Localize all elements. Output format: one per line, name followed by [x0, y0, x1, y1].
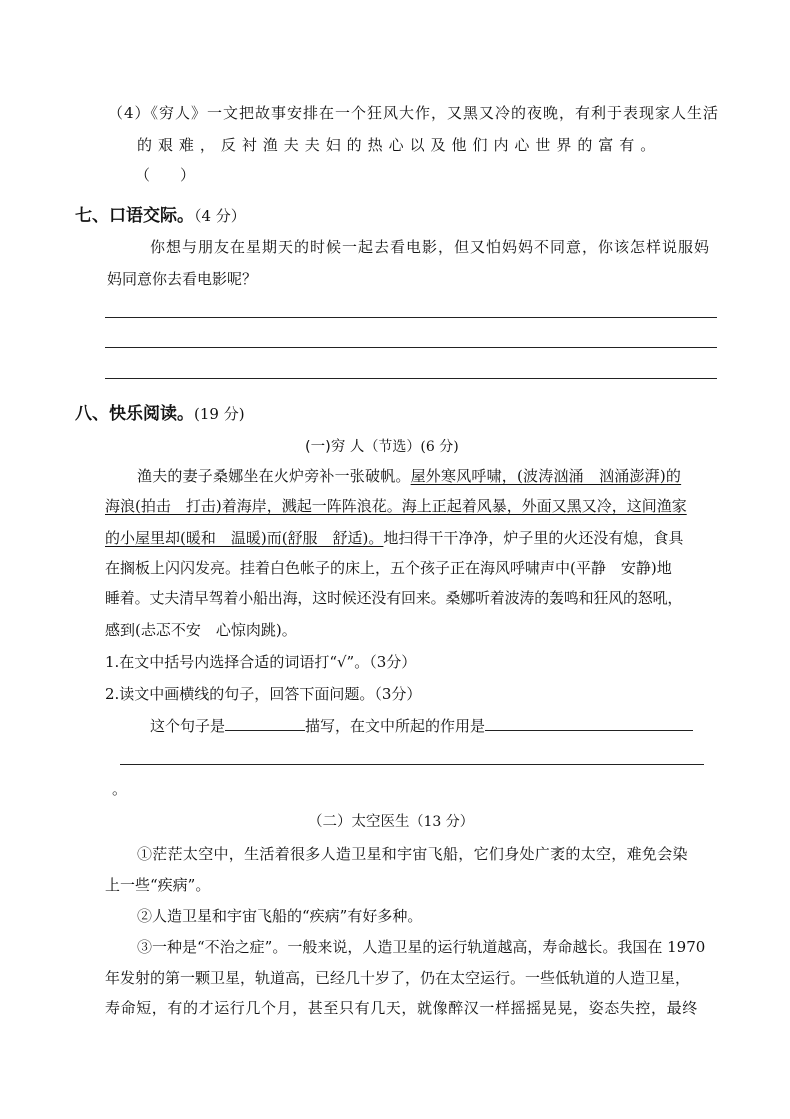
q2-prefix: 这个句子是 — [150, 717, 226, 735]
passage-2-heading — [308, 810, 474, 831]
passage-1-title: (一)穷 人 — [305, 439, 365, 455]
purpose-blank[interactable] — [485, 716, 693, 731]
text-segment: 渔夫的妻子桑娜坐在火炉旁补一张破帆。 — [137, 467, 411, 485]
description-type-blank[interactable] — [225, 716, 305, 731]
passage-1-line-5: 睡着。丈夫清早驾着小船出海，这时候还没有回来。桑娜听着波涛的轰鸣和狂风的怒吼， — [105, 589, 683, 607]
passage-1-heading — [305, 435, 459, 456]
q2-continuation-line[interactable] — [120, 764, 704, 765]
passage-2-score: （13 分） — [409, 814, 474, 830]
passage-2-title: （二）太空医生 — [308, 814, 410, 830]
underlined-sentence: 海浪(拍击 打击)着海岸，溅起一阵阵浪花。海上正起着风暴，外面又黑又冷，这间渔家 — [105, 497, 687, 515]
passage-1-line-6: 感到(忐忑不安 心惊肉跳)。 — [105, 621, 297, 639]
passage-2-p1-line-2: 上一些“疾病”。 — [105, 876, 211, 894]
answer-line-2[interactable] — [105, 347, 717, 348]
q4-line-1: （4）《穷人》一文把故事安排在一个狂风大作，又黑又冷的夜晚，有利于表现家人生活 — [108, 104, 720, 122]
section-7-score: （4 分） — [194, 207, 246, 225]
q2-answer-row — [150, 715, 693, 736]
passage-1-question-2: 2.读文中画横线的句子，回答下面问题。（3分） — [105, 685, 422, 703]
section-7-prompt-line-1: 你想与朋友在星期天的时候一起去看电影，但又怕妈妈不同意，你该怎样说服妈 — [150, 238, 711, 256]
passage-2-p3-line-3: 寿命短，有的才运行几个月，甚至只有几天，就像醉汉一样摇摇晃晃，姿态失控，最终 — [105, 999, 698, 1017]
underlined-sentence: 屋外寒风呼啸，(波涛汹涌 汹涌澎湃)的 — [410, 467, 682, 485]
section-7-heading — [75, 201, 246, 226]
passage-2-p3-line-1: ③一种是“不治之症”。一般来说，人造卫星的运行轨道越高，寿命越长。我国在 1970 — [137, 938, 706, 956]
q4-line-2: 的 艰 难 ， 反 衬 渔 夫 夫 妇 的 热 心 以 及 他 们 内 心 世 界 的 富 有 。 — [137, 136, 656, 154]
answer-line-1[interactable] — [105, 317, 717, 318]
passage-1-note: （节选）(6 分) — [364, 439, 459, 455]
section-8-heading — [75, 399, 245, 424]
section-7-prompt-line-2: 妈同意你去看电影呢？ — [107, 270, 258, 288]
answer-line-3[interactable] — [105, 378, 717, 379]
passage-1-line-2 — [105, 495, 687, 516]
underlined-sentence: 的小屋里却(暖和 温暖)而(舒服 舒适)。 — [105, 529, 384, 547]
q2-middle: 描写，在文中所起的作用是 — [305, 717, 486, 735]
q4-answer-paren[interactable]: （ ） — [135, 166, 196, 184]
section-8-score: (19 分) — [194, 405, 245, 423]
passage-1-line-4: 在搁板上闪闪发亮。挂着白色帐子的床上，五个孩子正在海风呼啸声中(平静 安静)地 — [105, 559, 672, 577]
section-7-title: 七、口语交际。 — [75, 206, 194, 226]
passage-1-question-1: 1.在文中括号内选择合适的词语打“√”。（3分） — [105, 653, 417, 671]
text-segment: 地扫得干干净净，炉子里的火还没有熄，食具 — [383, 529, 684, 547]
passage-2-p1-line-1: ①茫茫太空中，生活着很多人造卫星和宇宙飞船，它们身处广袤的太空，难免会染 — [137, 845, 688, 863]
passage-2-p3-line-2: 年发射的第一颗卫星，轨道高，已经几十岁了，仍在太空运行。一些低轨道的人造卫星， — [105, 969, 691, 987]
section-8-title: 八、快乐阅读。 — [75, 404, 194, 424]
passage-1-line-1 — [137, 465, 681, 486]
passage-1-line-3 — [105, 527, 683, 548]
passage-2-p2: ②人造卫星和宇宙飞船的“疾病”有好多种。 — [137, 907, 423, 925]
q2-period: 。 — [112, 780, 128, 798]
